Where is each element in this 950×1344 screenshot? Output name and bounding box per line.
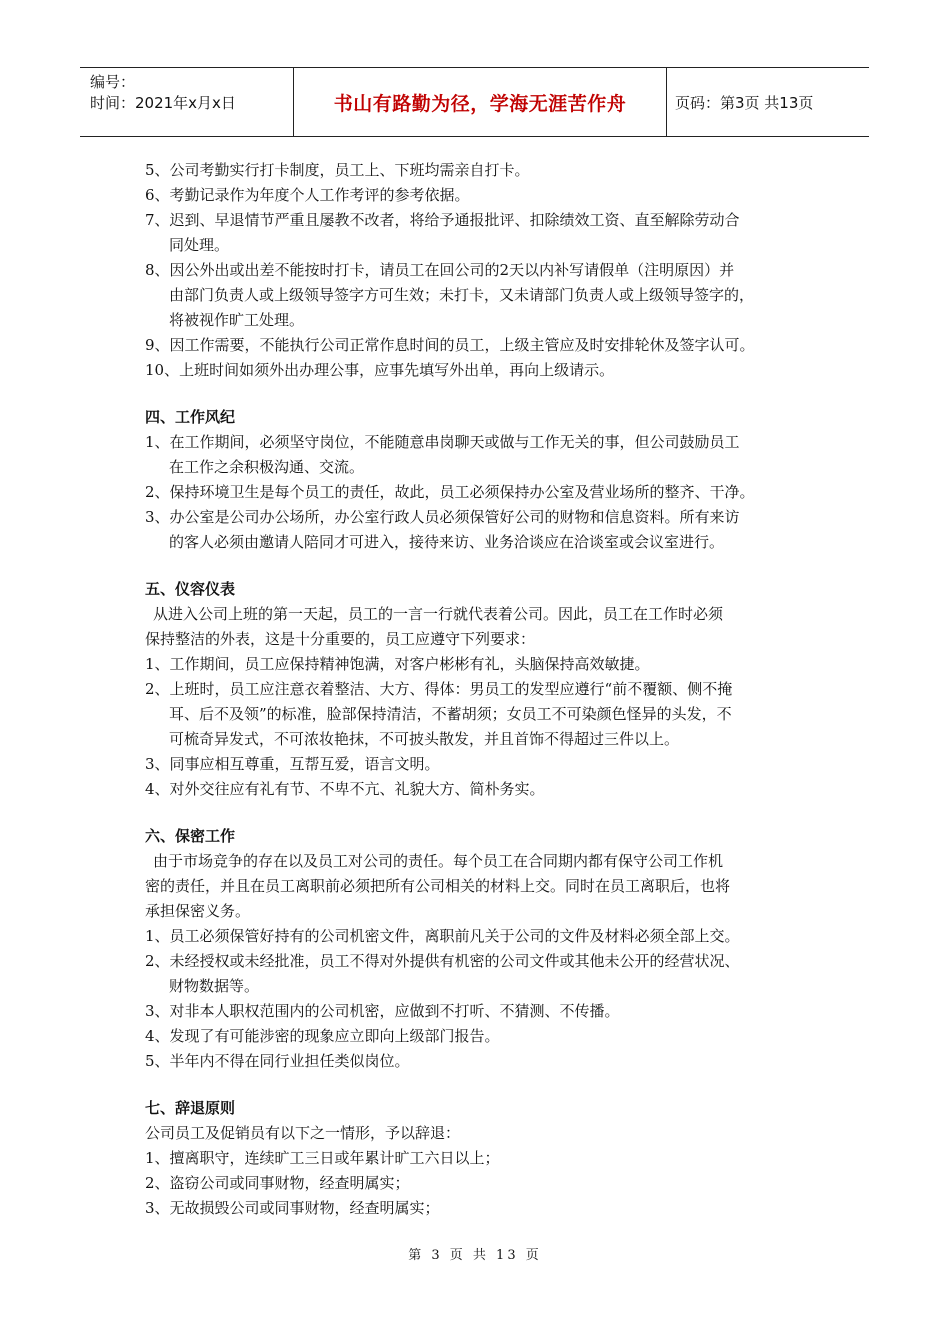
- list-item: 6、考勤记录作为年度个人工作考评的参考依据。: [145, 186, 470, 204]
- list-item-continuation: 耳、后不及领”的标准，脸部保持清洁，不蓄胡须；女员工不可染颜色怪异的头发，不: [169, 705, 732, 723]
- list-item: 3、同事应相互尊重，互帮互爱，语言文明。: [145, 755, 440, 773]
- list-item-continuation: 将被视作旷工处理。: [169, 311, 305, 329]
- list-item: 密的责任，并且在员工离职前必须把所有公司相关的材料上交。同时在员工离职后，也将: [145, 877, 731, 895]
- list-item: 2、保持环境卫生是每个员工的责任，故此，员工必须保持办公室及营业场所的整齐、干净。: [145, 483, 755, 501]
- list-item: 3、对非本人职权范围内的公司机密，应做到不打听、不猜测、不传播。: [145, 1002, 620, 1020]
- list-item-continuation: 在工作之余积极沟通、交流。: [169, 458, 365, 476]
- list-item: 承担保密义务。: [145, 902, 251, 920]
- header-page-number: 页码：第3页 共13页: [675, 93, 814, 112]
- document-date-label: 时间：2021年x月x日: [90, 94, 236, 112]
- list-item: 5、半年内不得在同行业担任类似岗位。: [145, 1052, 410, 1070]
- page-footer: [0, 1244, 950, 1263]
- header-motto: 书山有路勤为径，学海无涯苦作舟: [294, 68, 667, 136]
- list-item: 4、发现了有可能涉密的现象应立即向上级部门报告。: [145, 1027, 500, 1045]
- list-item-continuation: 可梳奇异发式，不可浓妆艳抹，不可披头散发，并且首饰不得超过三件以上。: [169, 730, 680, 748]
- section-heading: 五、仪容仪表: [145, 580, 236, 598]
- list-item: 8、因公外出或出差不能按时打卡，请员工在回公司的2天以内补写请假单（注明原因）并: [145, 261, 735, 279]
- list-item: 2、上班时，员工应注意衣着整洁、大方、得体：男员工的发型应遵行“前不覆额、侧不掩: [145, 680, 733, 698]
- list-item: 2、盗窃公司或同事财物，经查明属实；: [145, 1174, 410, 1192]
- list-item: 9、因工作需要，不能执行公司正常作息时间的员工，上级主管应及时安排轮休及签字认可。: [145, 336, 755, 354]
- section-heading: 四、工作风纪: [145, 408, 236, 426]
- paragraph-line: 从进入公司上班的第一天起，员工的一言一行就代表着公司。因此，员工在工作时必须: [153, 605, 724, 623]
- list-item: 保持整洁的外表，这是十分重要的，员工应遵守下列要求：: [145, 630, 536, 648]
- list-item: 5、公司考勤实行打卡制度，员工上、下班均需亲自打卡。: [145, 161, 530, 179]
- section-heading: 六、保密工作: [145, 827, 236, 845]
- section-heading: 七、辞退原则: [145, 1099, 236, 1117]
- list-item: 1、在工作期间，必须坚守岗位，不能随意串岗聊天或做与工作无关的事，但公司鼓励员工: [145, 433, 740, 451]
- list-item-continuation: 由部门负责人或上级领导签字方可生效；未打卡，又未请部门负责人或上级领导签字的，: [169, 286, 755, 304]
- list-item-continuation: 财物数据等。: [169, 977, 260, 995]
- document-number-label: 编号：: [90, 73, 136, 91]
- list-item: 1、员工必须保管好持有的公司机密文件，离职前凡关于公司的文件及材料必须全部上交。: [145, 927, 740, 945]
- list-item: 3、办公室是公司办公场所，办公室行政人员必须保管好公司的财物和信息资料。所有来访: [145, 508, 740, 526]
- list-item: 1、工作期间，员工应保持精神饱满，对客户彬彬有礼，头脑保持高效敏捷。: [145, 655, 650, 673]
- document-body: [145, 158, 825, 1221]
- paragraph-line: 由于市场竞争的存在以及员工对公司的责任。每个员工在合同期内都有保守公司工作机: [153, 852, 724, 870]
- list-item-continuation: 的客人必须由邀请人陪同才可进入，接待来访、业务洽谈应在洽谈室或会议室进行。: [169, 533, 725, 551]
- list-item: 1、擅离职守，连续旷工三日或年累计旷工六日以上；: [145, 1149, 500, 1167]
- footer-page-number: 第 3 页 共 13 页: [408, 1248, 542, 1263]
- list-item: 4、对外交往应有礼有节、不卑不亢、礼貌大方、简朴务实。: [145, 780, 545, 798]
- header-table: [80, 67, 869, 137]
- list-item: 2、未经授权或未经批准，员工不得对外提供有机密的公司文件或其他未公开的经营状况、: [145, 952, 740, 970]
- list-item: 公司员工及促销员有以下之一情形，予以辞退：: [145, 1124, 461, 1142]
- header-meta-cell: [80, 68, 294, 136]
- list-item: 10、上班时间如须外出办理公事，应事先填写外出单，再向上级请示。: [145, 361, 615, 379]
- list-item: 7、迟到、早退情节严重且屡教不改者，将给予通报批评、扣除绩效工资、直至解除劳动合: [145, 211, 740, 229]
- list-item-continuation: 同处理。: [169, 236, 230, 254]
- list-item: 3、无故损毁公司或同事财物，经查明属实；: [145, 1199, 440, 1217]
